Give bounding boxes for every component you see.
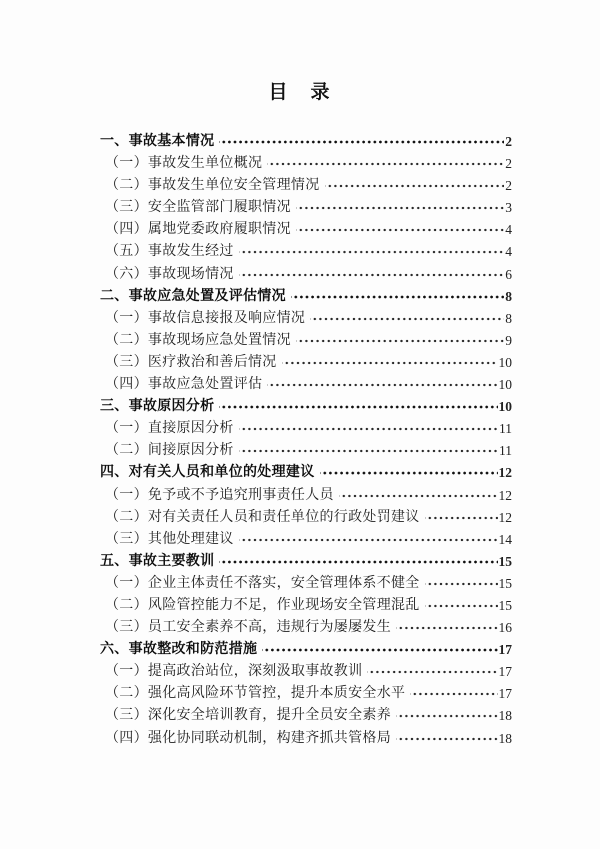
toc-entry-label: （三）员工安全素养不高，违规行为屡屡发生 — [105, 620, 391, 636]
toc-entry-label: （五）事故发生经过 — [105, 244, 234, 260]
toc-page-number: 9 — [505, 332, 512, 348]
toc-page-number: 2 — [505, 156, 512, 172]
toc-entry-label: 四、对有关人员和单位的处理建议 — [100, 465, 315, 481]
toc-entry-label: 五、事故主要教训 — [100, 553, 215, 569]
toc-entry[interactable] — [100, 617, 512, 639]
toc-entry[interactable] — [100, 374, 512, 396]
toc-entry-label: （六）事故现场情况 — [105, 266, 234, 282]
dot-leader — [425, 595, 498, 617]
toc-entry[interactable] — [100, 661, 512, 683]
toc-entry[interactable] — [100, 131, 512, 153]
toc-page-number: 14 — [498, 531, 512, 547]
toc-entry[interactable] — [100, 175, 512, 197]
page-title: 目 录 — [268, 82, 332, 103]
dot-leader — [325, 175, 505, 197]
toc-page-number: 17 — [498, 642, 512, 658]
dot-leader — [267, 153, 504, 175]
dot-leader — [219, 551, 497, 573]
dot-leader — [296, 197, 504, 219]
toc-entry-label: （一）事故信息接报及响应情况 — [105, 310, 306, 326]
toc-entry[interactable] — [100, 507, 512, 529]
toc-entry-label: （四）属地党委政府履职情况 — [105, 222, 291, 238]
toc-entry-label: 二、事故应急处置及评估情况 — [100, 288, 286, 304]
toc-page-number: 2 — [505, 178, 512, 194]
toc-page-number: 15 — [498, 553, 512, 569]
toc-page-number: 10 — [498, 399, 512, 415]
toc-entry-label: （一）提高政治站位，深刻汲取事故教训 — [105, 664, 363, 680]
toc-page-number: 10 — [498, 354, 512, 370]
dot-leader — [239, 440, 498, 462]
toc-entry[interactable] — [100, 728, 512, 750]
toc-entry-label: （一）免予或不予追究刑事责任人员 — [105, 487, 334, 503]
toc-entry[interactable] — [100, 639, 512, 661]
toc-entry-label: （二）对有关责任人员和责任单位的行政处罚建议 — [105, 509, 420, 525]
toc-entry-label: （三）医疗救治和善后情况 — [105, 354, 277, 370]
toc-entry[interactable] — [100, 396, 512, 418]
dot-leader — [425, 507, 498, 529]
toc-page-number: 10 — [498, 377, 512, 393]
toc-entry[interactable] — [100, 705, 512, 727]
toc-entry-label: （一）事故发生单位概况 — [105, 156, 263, 172]
toc-entry[interactable] — [100, 153, 512, 175]
toc-entry[interactable] — [100, 418, 512, 440]
toc-page-number: 11 — [499, 443, 512, 459]
toc-entry[interactable] — [100, 440, 512, 462]
dot-leader — [396, 617, 498, 639]
toc-page-number: 15 — [498, 575, 512, 591]
dot-leader — [320, 462, 498, 484]
toc-entry[interactable] — [100, 485, 512, 507]
toc-entry[interactable] — [100, 462, 512, 484]
toc-page-number: 17 — [498, 664, 512, 680]
dot-leader — [239, 529, 498, 551]
toc-page-number: 12 — [498, 509, 512, 525]
toc-entry-label: （二）风险管控能力不足，作业现场安全管理混乱 — [105, 597, 420, 613]
toc-entry-label: （三）深化安全培训教育，提升全员安全素养 — [105, 708, 391, 724]
dot-leader — [267, 374, 497, 396]
dot-leader — [219, 131, 504, 153]
toc-page-number: 12 — [498, 487, 512, 503]
toc-entry[interactable] — [100, 197, 512, 219]
dot-leader — [291, 286, 504, 308]
dot-leader — [367, 661, 497, 683]
toc-page-number: 16 — [498, 620, 512, 636]
dot-leader — [410, 683, 497, 705]
toc-entry[interactable] — [100, 595, 512, 617]
toc-entry-label: 三、事故原因分析 — [100, 399, 215, 415]
toc-entry-label: （一）直接原因分析 — [105, 421, 234, 437]
toc-entry[interactable] — [100, 529, 512, 551]
dot-leader — [296, 219, 504, 241]
toc-page-number: 3 — [505, 200, 512, 216]
toc-entry-label: （三）安全监管部门履职情况 — [105, 200, 291, 216]
dot-leader — [425, 573, 498, 595]
toc-page-number: 8 — [505, 310, 512, 326]
toc-entry[interactable] — [100, 683, 512, 705]
dot-leader — [396, 728, 498, 750]
dot-leader — [239, 264, 505, 286]
dot-leader — [262, 639, 497, 661]
toc-entry-label: （二）事故现场应急处置情况 — [105, 332, 291, 348]
toc-list — [100, 131, 512, 750]
toc-entry-label: （四）强化协同联动机制，构建齐抓共管格局 — [105, 730, 391, 746]
toc-entry[interactable] — [100, 241, 512, 263]
toc-entry[interactable] — [100, 352, 512, 374]
dot-leader — [310, 308, 504, 330]
toc-entry-label: （四）事故应急处置评估 — [105, 377, 263, 393]
toc-entry-label: （三）其他处理建议 — [105, 531, 234, 547]
toc-entry-label: （二）强化高风险环节管控，提升本质安全水平 — [105, 686, 406, 702]
toc-page-number: 8 — [505, 288, 512, 304]
toc-entry[interactable] — [100, 264, 512, 286]
dot-leader — [219, 396, 497, 418]
dot-leader — [282, 352, 498, 374]
toc-page-number: 17 — [498, 686, 512, 702]
toc-entry[interactable] — [100, 308, 512, 330]
toc-entry[interactable] — [100, 286, 512, 308]
toc-page-number: 6 — [505, 266, 512, 282]
toc-page-number: 4 — [505, 222, 512, 238]
dot-leader — [339, 485, 498, 507]
dot-leader — [239, 241, 505, 263]
toc-entry-label: （二）间接原因分析 — [105, 443, 234, 459]
toc-entry[interactable] — [100, 573, 512, 595]
dot-leader — [396, 705, 498, 727]
toc-page-number: 2 — [505, 134, 512, 149]
toc-entry[interactable] — [100, 330, 512, 352]
toc-page-number: 18 — [498, 708, 512, 724]
dot-leader — [296, 330, 504, 352]
toc-page-number: 15 — [498, 597, 512, 613]
toc-entry-label: （一）企业主体责任不落实，安全管理体系不健全 — [105, 575, 420, 591]
dot-leader — [239, 418, 498, 440]
toc-entry-label: 六、事故整改和防范措施 — [100, 642, 258, 658]
toc-entry[interactable] — [100, 219, 512, 241]
toc-page-number: 4 — [505, 244, 512, 260]
toc-entry[interactable] — [100, 551, 512, 573]
toc-page-number: 18 — [498, 730, 512, 746]
toc-entry-label: （二）事故发生单位安全管理情况 — [105, 178, 320, 194]
toc-entry-label: 一、事故基本情况 — [100, 134, 215, 149]
toc-page-number: 12 — [498, 465, 512, 481]
toc-page-number: 11 — [499, 421, 512, 437]
